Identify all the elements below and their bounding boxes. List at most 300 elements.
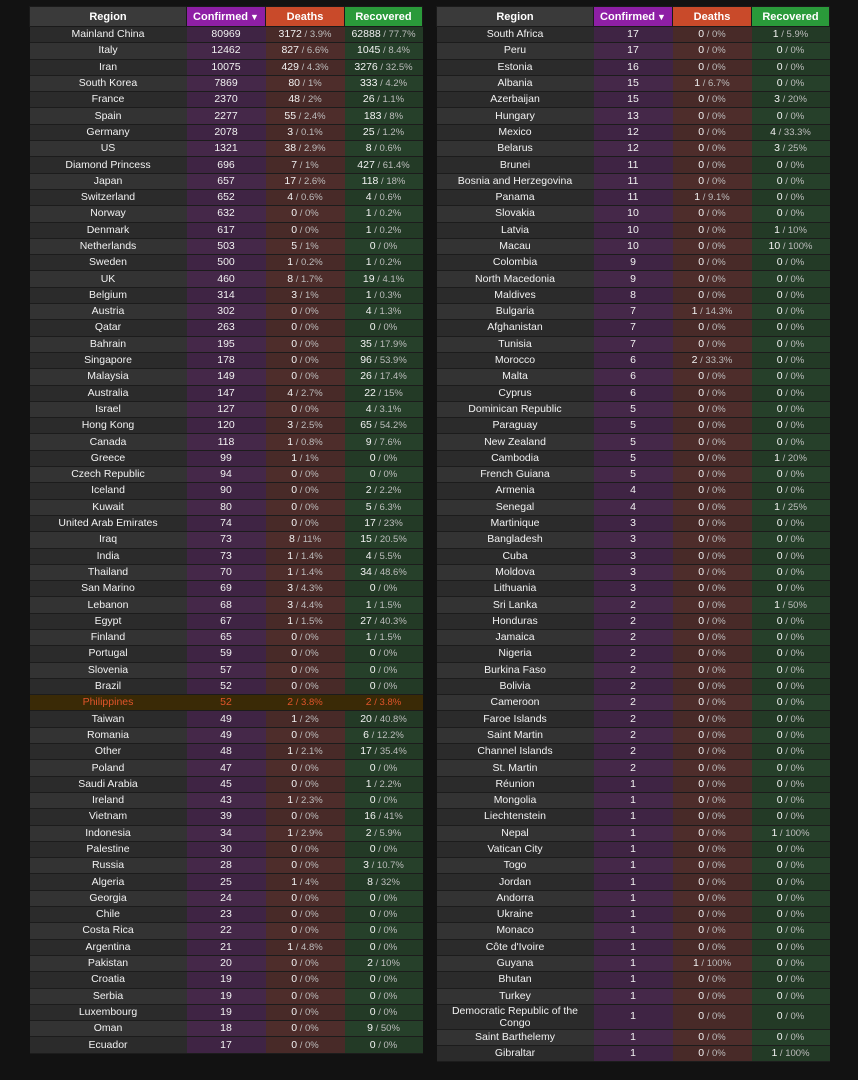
table-row[interactable] — [437, 874, 830, 890]
confirmed-cell: 2 — [594, 597, 673, 613]
recovered-percent: 0% — [790, 208, 805, 220]
table-row[interactable] — [437, 336, 830, 352]
confirmed-cell: 2 — [594, 646, 673, 662]
deaths-count: 0 — [698, 386, 705, 399]
table-row[interactable] — [437, 467, 830, 483]
table-row[interactable] — [437, 988, 830, 1004]
recovered-count: 0 — [776, 468, 783, 481]
recovered-percent: 54.2% — [379, 420, 407, 432]
table-row[interactable] — [30, 629, 423, 645]
recovered-cell — [345, 418, 423, 434]
region-cell: Bolivia — [437, 678, 594, 694]
deaths-cell — [673, 597, 752, 613]
table-row[interactable] — [30, 352, 423, 368]
table-row[interactable] — [30, 1021, 423, 1037]
deaths-cell — [266, 727, 345, 743]
deaths-count: 0 — [291, 1022, 298, 1035]
confirmed-cell: 15 — [594, 75, 673, 91]
deaths-percent: 0% — [305, 860, 319, 872]
deaths-separator: / — [297, 322, 306, 334]
table-row[interactable] — [30, 336, 423, 352]
deaths-count: 0 — [698, 125, 705, 138]
region-cell: Vatican City — [437, 841, 594, 857]
table-row[interactable] — [30, 760, 423, 776]
table-row[interactable] — [437, 434, 830, 450]
recovered-separator: / — [371, 257, 380, 269]
region-cell: Egypt — [30, 613, 187, 629]
confirmed-cell: 59 — [187, 646, 266, 662]
deaths-percent: 0% — [305, 469, 319, 481]
table-row[interactable] — [30, 646, 423, 662]
table-row[interactable] — [30, 499, 423, 515]
table-row[interactable] — [437, 1029, 830, 1045]
table-row[interactable] — [30, 874, 423, 890]
recovered-count: 0 — [369, 321, 376, 334]
recovered-count: 27 — [360, 614, 372, 627]
table-row[interactable] — [30, 678, 423, 694]
region-cell: Finland — [30, 629, 187, 645]
region-cell: Oman — [30, 1021, 187, 1037]
recovered-cell — [752, 1046, 830, 1062]
table-row[interactable] — [30, 1037, 423, 1053]
recovered-separator: / — [377, 78, 386, 90]
recovered-separator: / — [782, 762, 791, 774]
confirmed-cell: 21 — [187, 939, 266, 955]
table-row[interactable] — [30, 923, 423, 939]
table-row[interactable] — [437, 955, 830, 971]
recovered-separator: / — [371, 550, 380, 562]
table-row[interactable] — [30, 907, 423, 923]
table-row[interactable] — [437, 564, 830, 580]
region-cell: Singapore — [30, 352, 187, 368]
recovered-cell — [752, 955, 830, 971]
recovered-separator: / — [371, 599, 380, 611]
table-row[interactable] — [30, 369, 423, 385]
table-row[interactable] — [30, 450, 423, 466]
recovered-separator: / — [782, 941, 791, 953]
table-row[interactable] — [437, 613, 830, 629]
recovered-percent: 0% — [383, 648, 398, 660]
deaths-cell — [673, 907, 752, 923]
table-row[interactable] — [30, 75, 423, 91]
region-cell: Bulgaria — [437, 304, 594, 320]
table-row[interactable] — [30, 238, 423, 254]
region-cell: Réunion — [437, 776, 594, 792]
table-row[interactable] — [30, 157, 423, 173]
table-row[interactable] — [437, 532, 830, 548]
table-row[interactable] — [437, 939, 830, 955]
deaths-count: 0 — [698, 826, 705, 839]
deaths-percent: 0% — [712, 550, 726, 562]
deaths-cell — [266, 499, 345, 515]
region-cell: Hong Kong — [30, 418, 187, 434]
deaths-percent: 0% — [712, 257, 726, 269]
region-cell: Andorra — [437, 890, 594, 906]
recovered-cell — [345, 955, 423, 971]
table-row[interactable] — [437, 43, 830, 59]
recovered-separator: / — [371, 827, 380, 839]
recovered-count: 2 — [365, 696, 372, 709]
table-row[interactable] — [30, 43, 423, 59]
recovered-percent: 1.5% — [379, 599, 402, 611]
table-row[interactable] — [437, 238, 830, 254]
recovered-separator: / — [782, 355, 791, 367]
table-row[interactable] — [30, 532, 423, 548]
recovered-separator: / — [782, 860, 791, 872]
table-row[interactable] — [30, 92, 423, 108]
table-row[interactable] — [30, 124, 423, 140]
deaths-separator: / — [704, 632, 713, 644]
deaths-count: 0 — [291, 305, 298, 318]
table-body-right — [437, 27, 830, 1062]
deaths-count: 0 — [698, 924, 705, 937]
table-row[interactable] — [30, 287, 423, 303]
deaths-cell — [673, 564, 752, 580]
table-row[interactable] — [437, 157, 830, 173]
table-row[interactable] — [30, 972, 423, 988]
deaths-count: 1 — [287, 614, 294, 627]
deaths-count: 1 — [291, 712, 298, 725]
table-row[interactable] — [437, 108, 830, 124]
table-row[interactable] — [437, 401, 830, 417]
recovered-separator: / — [777, 1048, 786, 1060]
table-row[interactable] — [437, 271, 830, 287]
recovered-count: 0 — [776, 370, 783, 383]
table-row[interactable] — [30, 206, 423, 222]
table-row[interactable] — [437, 369, 830, 385]
table-row[interactable] — [30, 564, 423, 580]
recovered-cell — [345, 75, 423, 91]
deaths-count: 0 — [698, 1010, 705, 1023]
confirmed-cell: 503 — [187, 238, 266, 254]
table-row[interactable] — [437, 1004, 830, 1029]
deaths-percent: 0% — [305, 762, 319, 774]
confirmed-cell: 1 — [594, 972, 673, 988]
table-row[interactable] — [437, 352, 830, 368]
table-row[interactable] — [437, 646, 830, 662]
recovered-cell — [345, 629, 423, 645]
table-row[interactable] — [30, 809, 423, 825]
deaths-count: 0 — [291, 842, 298, 855]
deaths-cell — [673, 43, 752, 59]
deaths-separator: / — [704, 795, 713, 807]
deaths-count: 1 — [287, 565, 294, 578]
recovered-separator: / — [375, 811, 384, 823]
region-cell: Iraq — [30, 532, 187, 548]
recovered-cell — [752, 890, 830, 906]
recovered-separator: / — [782, 371, 791, 383]
sort-desc-icon: ▼ — [250, 11, 259, 22]
recovered-count: 0 — [369, 940, 376, 953]
confirmed-cell: 314 — [187, 287, 266, 303]
confirmed-cell: 9 — [594, 255, 673, 271]
recovered-count: 8 — [365, 142, 372, 155]
table-row[interactable] — [30, 955, 423, 971]
table-row[interactable] — [437, 972, 830, 988]
table-row[interactable] — [437, 760, 830, 776]
recovered-separator: / — [372, 958, 381, 970]
confirmed-cell: 20 — [187, 955, 266, 971]
table-row[interactable] — [437, 809, 830, 825]
table-row[interactable] — [30, 581, 423, 597]
table-row[interactable] — [437, 662, 830, 678]
recovered-separator: / — [375, 1039, 384, 1051]
recovered-separator: / — [782, 664, 791, 676]
confirmed-cell: 39 — [187, 809, 266, 825]
confirmed-cell: 1 — [594, 1029, 673, 1045]
deaths-cell — [673, 271, 752, 287]
deaths-cell — [266, 678, 345, 694]
table-row[interactable] — [437, 141, 830, 157]
table-row[interactable] — [437, 776, 830, 792]
recovered-separator: / — [371, 355, 380, 367]
region-cell: Dominican Republic — [437, 401, 594, 417]
table-row[interactable] — [437, 678, 830, 694]
confirmed-cell: 25 — [187, 874, 266, 890]
table-row[interactable] — [30, 320, 423, 336]
region-cell: Martinique — [437, 515, 594, 531]
recovered-separator: / — [371, 615, 380, 627]
table-row[interactable] — [437, 304, 830, 320]
table-row[interactable] — [30, 108, 423, 124]
recovered-cell — [345, 727, 423, 743]
table-row[interactable] — [437, 206, 830, 222]
table-row[interactable] — [30, 385, 423, 401]
deaths-percent: 0% — [712, 143, 726, 155]
table-row[interactable] — [437, 858, 830, 874]
table-row[interactable] — [30, 727, 423, 743]
confirmed-cell: 34 — [187, 825, 266, 841]
recovered-cell — [752, 695, 830, 711]
table-row[interactable] — [437, 75, 830, 91]
recovered-count: 0 — [776, 337, 783, 350]
table-row[interactable] — [437, 841, 830, 857]
recovered-percent: 0% — [383, 843, 398, 855]
deaths-count: 827 — [281, 44, 299, 57]
table-row[interactable] — [437, 255, 830, 271]
table-row[interactable] — [437, 59, 830, 75]
deaths-count: 0 — [291, 337, 298, 350]
region-header[interactable]: Region — [437, 7, 594, 27]
table-row[interactable] — [30, 255, 423, 271]
table-row[interactable] — [437, 418, 830, 434]
table-row[interactable] — [437, 173, 830, 189]
recovered-percent: 0% — [790, 192, 805, 204]
table-row[interactable] — [437, 923, 830, 939]
deaths-cell — [266, 874, 345, 890]
recovered-cell — [752, 972, 830, 988]
confirmed-cell: 49 — [187, 727, 266, 743]
table-row[interactable] — [437, 222, 830, 238]
table-row[interactable] — [30, 515, 423, 531]
table-row[interactable] — [437, 727, 830, 743]
recovered-percent: 0% — [790, 273, 805, 285]
table-row[interactable] — [437, 92, 830, 108]
table-row[interactable] — [30, 939, 423, 955]
table-row[interactable] — [30, 304, 423, 320]
table-row[interactable] — [30, 401, 423, 417]
table-row[interactable] — [437, 189, 830, 205]
table-row[interactable] — [30, 434, 423, 450]
recovered-header[interactable]: Recovered — [345, 7, 423, 27]
table-row[interactable] — [437, 450, 830, 466]
table-row[interactable] — [30, 189, 423, 205]
table-row[interactable] — [30, 222, 423, 238]
region-cell: Lithuania — [437, 581, 594, 597]
table-row[interactable] — [30, 548, 423, 564]
deaths-cell — [673, 890, 752, 906]
recovered-count: 0 — [369, 451, 376, 464]
deaths-separator: / — [297, 306, 306, 318]
recovered-count: 0 — [776, 272, 783, 285]
table-row[interactable] — [30, 27, 423, 43]
deaths-header[interactable]: Deaths — [673, 7, 752, 27]
recovered-cell — [752, 124, 830, 140]
deaths-count: 0 — [291, 761, 298, 774]
table-row[interactable] — [30, 613, 423, 629]
table-row[interactable] — [30, 1004, 423, 1020]
table-row[interactable] — [437, 385, 830, 401]
recovered-cell — [752, 467, 830, 483]
recovered-count: 0 — [776, 696, 783, 709]
table-row[interactable] — [437, 907, 830, 923]
table-row[interactable] — [30, 695, 423, 711]
deaths-separator: / — [297, 208, 306, 220]
table-row[interactable] — [30, 597, 423, 613]
recovered-count: 0 — [776, 191, 783, 204]
deaths-percent: 0% — [712, 159, 726, 171]
confirmed-cell: 1 — [594, 988, 673, 1004]
table-row[interactable] — [437, 744, 830, 760]
deaths-percent: 0% — [305, 518, 319, 530]
recovered-cell — [752, 727, 830, 743]
recovered-percent: 0% — [383, 892, 398, 904]
deaths-count: 0 — [698, 500, 705, 513]
recovered-percent: 0.3% — [379, 289, 402, 301]
table-row[interactable] — [30, 988, 423, 1004]
deaths-cell — [266, 304, 345, 320]
deaths-percent: 2% — [307, 94, 322, 106]
recovered-percent: 61.4% — [382, 159, 410, 171]
deaths-separator: / — [296, 175, 304, 187]
table-row[interactable] — [30, 662, 423, 678]
recovered-separator: / — [374, 126, 383, 138]
deaths-count: 0 — [698, 989, 705, 1002]
deaths-separator: / — [698, 958, 707, 970]
recovered-cell — [345, 515, 423, 531]
recovered-cell — [345, 825, 423, 841]
recovered-cell — [345, 581, 423, 597]
region-cell: St. Martin — [437, 760, 594, 776]
deaths-header[interactable]: Deaths — [266, 7, 345, 27]
table-row[interactable] — [437, 890, 830, 906]
table-row[interactable] — [437, 548, 830, 564]
confirmed-cell: 5 — [594, 418, 673, 434]
recovered-cell — [752, 189, 830, 205]
region-cell: Channel Islands — [437, 744, 594, 760]
deaths-separator: / — [297, 925, 306, 937]
recovered-count: 19 — [362, 272, 375, 285]
recovered-count: 6 — [363, 728, 369, 741]
table-row[interactable] — [437, 711, 830, 727]
table-row[interactable] — [437, 287, 830, 303]
deaths-separator: / — [297, 860, 306, 872]
deaths-cell — [673, 189, 752, 205]
table-row[interactable] — [437, 825, 830, 841]
table-row[interactable] — [30, 825, 423, 841]
table-row[interactable] — [30, 483, 423, 499]
table-row[interactable] — [437, 792, 830, 808]
recovered-cell — [345, 59, 423, 75]
region-cell: Panama — [437, 189, 594, 205]
region-header[interactable]: Region — [30, 7, 187, 27]
recovered-header[interactable]: Recovered — [752, 7, 830, 27]
deaths-percent: 1.5% — [301, 615, 323, 627]
confirmed-header[interactable] — [187, 7, 266, 27]
table-row[interactable] — [30, 858, 423, 874]
confirmed-cell: 12462 — [187, 43, 266, 59]
deaths-cell — [673, 646, 752, 662]
deaths-count: 8 — [287, 272, 294, 285]
table-row[interactable] — [437, 695, 830, 711]
confirmed-header[interactable] — [594, 7, 673, 27]
recovered-percent: 0% — [383, 974, 398, 986]
table-row[interactable] — [437, 597, 830, 613]
deaths-count: 0 — [291, 891, 298, 904]
table-row[interactable] — [30, 173, 423, 189]
recovered-count: 0 — [369, 989, 376, 1002]
table-row[interactable] — [30, 141, 423, 157]
deaths-count: 0 — [698, 810, 705, 823]
table-row[interactable] — [30, 467, 423, 483]
table-row[interactable] — [437, 320, 830, 336]
deaths-percent: 0% — [305, 990, 319, 1002]
deaths-separator: / — [704, 159, 713, 171]
table-row[interactable] — [437, 629, 830, 645]
table-row[interactable] — [30, 841, 423, 857]
recovered-separator: / — [782, 338, 791, 350]
deaths-separator: / — [297, 664, 306, 676]
region-cell: Bangladesh — [437, 532, 594, 548]
table-row[interactable] — [30, 711, 423, 727]
region-cell: Russia — [30, 858, 187, 874]
table-row[interactable] — [437, 483, 830, 499]
table-row[interactable] — [30, 776, 423, 792]
recovered-cell — [345, 450, 423, 466]
table-row[interactable] — [437, 27, 830, 43]
table-row[interactable] — [437, 124, 830, 140]
confirmed-cell: 73 — [187, 532, 266, 548]
deaths-percent: 4% — [305, 876, 319, 888]
confirmed-cell: 147 — [187, 385, 266, 401]
table-row[interactable] — [437, 499, 830, 515]
table-row[interactable] — [30, 792, 423, 808]
table-row[interactable] — [437, 515, 830, 531]
recovered-cell — [345, 108, 423, 124]
region-cell: Moldova — [437, 564, 594, 580]
table-row[interactable] — [30, 890, 423, 906]
deaths-percent: 0% — [712, 501, 726, 513]
table-row[interactable] — [30, 418, 423, 434]
deaths-cell — [266, 467, 345, 483]
table-row[interactable] — [437, 1046, 830, 1062]
table-row[interactable] — [30, 744, 423, 760]
confirmed-cell: 195 — [187, 336, 266, 352]
recovered-separator: / — [371, 224, 380, 236]
table-row[interactable] — [437, 581, 830, 597]
table-row[interactable] — [30, 59, 423, 75]
table-row[interactable] — [30, 271, 423, 287]
